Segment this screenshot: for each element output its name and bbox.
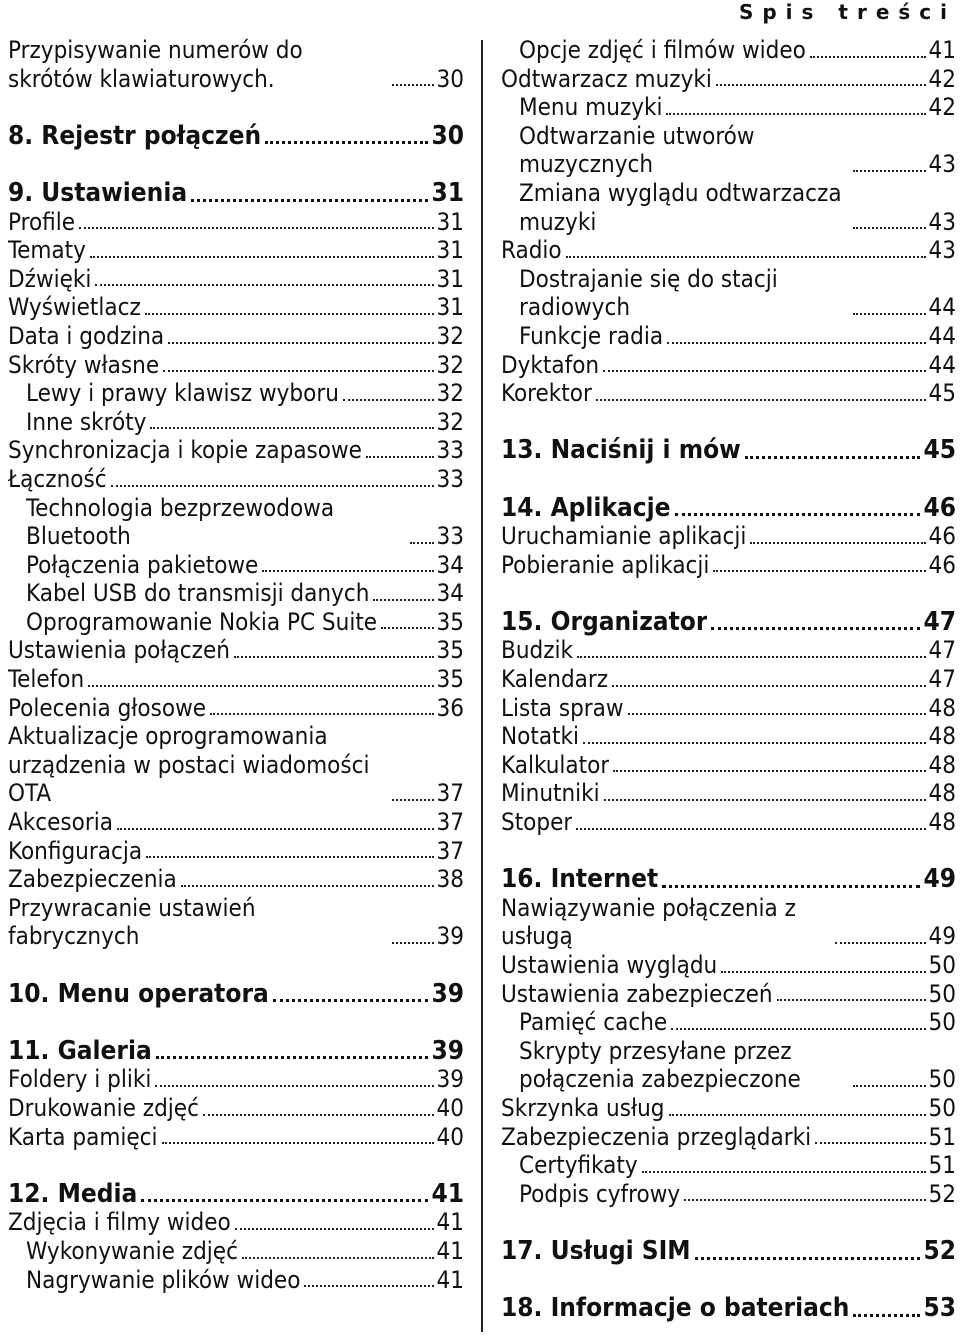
toc-entry-title: Lewy i prawy klawisz wyboru [26, 379, 339, 408]
dot-leader [604, 799, 926, 801]
toc-entry[interactable] [501, 551, 956, 580]
toc-entry-title: Certyfikaty [519, 1151, 638, 1180]
toc-page-number: 31 [436, 207, 464, 236]
toc-entry[interactable] [8, 551, 464, 580]
toc-page-number: 37 [436, 836, 464, 865]
toc-entry-title: Konfiguracja [8, 836, 143, 865]
toc-entry[interactable] [501, 1037, 956, 1094]
toc-entry[interactable] [8, 208, 464, 237]
toc-entry-title: 14. Aplikacje [501, 493, 671, 523]
toc-page-number: 41 [436, 1236, 464, 1265]
toc-chapter-entry[interactable] [501, 865, 956, 894]
dot-leader [392, 799, 434, 801]
toc-entry-title: Budzik [501, 636, 574, 665]
toc-page-number: 48 [928, 722, 956, 751]
dot-leader [203, 1114, 434, 1116]
toc-page-number: 41 [928, 36, 956, 64]
dot-leader [141, 1199, 428, 1202]
toc-page-number: 39 [436, 1065, 464, 1094]
toc-page-number: 47 [923, 606, 956, 637]
dot-leader [343, 399, 434, 401]
toc-page-number: 46 [928, 522, 956, 551]
toc-page-number: 43 [928, 236, 956, 265]
toc-entry-title: Stoper [501, 808, 573, 837]
toc-page-number: 50 [928, 979, 956, 1008]
toc-entry-title: Telefon [8, 665, 85, 694]
toc-page-number: 44 [928, 321, 956, 350]
dot-leader [304, 1285, 433, 1287]
toc-chapter-entry[interactable] [501, 1237, 956, 1266]
toc-entry-title: 13. Naciśnij i mów [501, 436, 741, 465]
toc-entry-title: Data i godzina [8, 321, 165, 350]
toc-page-number: 39 [431, 1035, 464, 1066]
toc-entry-title: Aktualizacje oprogramowania urządzenia w postaci wiadomości OTA [8, 722, 370, 808]
toc-entry[interactable] [8, 265, 464, 294]
toc-entry-title: Wyświetlacz [8, 293, 141, 322]
toc-entry-title: Zdjęcia i filmy wideo [8, 1208, 231, 1237]
toc-entry-title: Odtwarzacz muzyki [501, 64, 712, 93]
dot-leader [613, 770, 925, 772]
dot-leader [145, 313, 434, 315]
toc-entry[interactable] [501, 751, 956, 780]
toc-entry-title: Korektor [501, 379, 592, 408]
dot-leader [381, 627, 433, 629]
toc-entry[interactable] [501, 122, 956, 179]
toc-entry[interactable] [501, 379, 956, 408]
dot-leader [262, 570, 433, 572]
toc-page-number: 52 [928, 1179, 956, 1208]
toc-entry-title: Skrypty przesyłane przez połączenia zabezpieczone [519, 1036, 801, 1094]
toc-entry[interactable] [501, 980, 956, 1009]
toc-entry-title: Uruchamianie aplikacji [501, 522, 747, 551]
toc-entry[interactable] [8, 1237, 464, 1266]
toc-chapter-entry[interactable] [501, 494, 956, 523]
dot-leader [835, 942, 926, 944]
toc-page-number: 43 [928, 207, 956, 236]
toc-column-right [501, 36, 956, 1323]
toc-entry-title: Ustawienia połączeń [8, 636, 230, 665]
dot-leader [150, 427, 433, 429]
toc-entry-title: Skróty własne [8, 350, 160, 379]
toc-entry[interactable] [501, 636, 956, 665]
toc-entry[interactable] [501, 522, 956, 551]
toc-entry-title: Pamięć cache [519, 1008, 668, 1037]
dot-leader [235, 1228, 434, 1230]
toc-page-number: 39 [431, 978, 464, 1009]
toc-page-number: 47 [928, 636, 956, 665]
toc-entry-title: Pobieranie aplikacji [501, 550, 710, 579]
dot-leader [853, 1085, 926, 1087]
toc-page-number: 50 [928, 1093, 956, 1122]
toc-entry-title: 15. Organizator [501, 607, 708, 637]
toc-entry-title: 16. Internet [501, 865, 659, 894]
toc-chapter-entry[interactable] [8, 179, 464, 208]
toc-page-number: 51 [928, 1151, 956, 1180]
toc-page-number: 45 [923, 435, 956, 466]
toc-entry-title: Foldery i pliki [8, 1065, 152, 1094]
toc-page-number: 33 [436, 436, 464, 465]
toc-entry[interactable] [8, 379, 464, 408]
toc-entry[interactable] [501, 236, 956, 265]
dot-leader [156, 1056, 429, 1059]
toc-entry[interactable] [501, 665, 956, 694]
dot-leader [576, 828, 925, 830]
toc-entry-title: Technologia bezprzewodowa Bluetooth [26, 493, 335, 551]
dot-leader [163, 370, 433, 372]
toc-entry[interactable] [8, 408, 464, 437]
dot-leader [642, 1171, 926, 1173]
dot-leader [675, 513, 921, 516]
toc-page-number: 38 [436, 865, 464, 894]
toc-entry-title: Połączenia pakietowe [26, 550, 259, 579]
dot-leader [210, 713, 433, 715]
toc-entry-title: Profile [8, 207, 76, 236]
toc-entry[interactable] [501, 351, 956, 380]
dot-leader [628, 713, 926, 715]
toc-entry-title: Dźwięki [8, 264, 92, 293]
toc-entry[interactable] [8, 322, 464, 351]
column-divider [481, 40, 483, 1332]
toc-page-number: 49 [923, 864, 956, 895]
toc-page-number: 32 [436, 321, 464, 350]
toc-entry[interactable] [8, 808, 464, 837]
toc-page-number: 34 [436, 550, 464, 579]
dot-leader [713, 570, 925, 572]
toc-entry[interactable] [501, 808, 956, 837]
toc-chapter-entry[interactable] [501, 1294, 956, 1323]
toc-page-number: 46 [928, 550, 956, 579]
dot-leader [79, 227, 433, 229]
toc-entry[interactable] [8, 665, 464, 694]
toc-entry[interactable] [8, 1094, 464, 1123]
dot-leader [117, 828, 434, 830]
toc-entry-title: Tematy [8, 236, 86, 265]
toc-page-number: 36 [436, 693, 464, 722]
toc-entry-title: Nawiązywanie połączenia z usługą [501, 893, 796, 951]
toc-entry-title: Wykonywanie zdjęć [26, 1236, 238, 1265]
toc-entry-title: Minutniki [501, 779, 600, 808]
toc-entry-title: Zabezpieczenia przeglądarki [501, 1122, 812, 1151]
toc-entry-title: Notatki [501, 722, 580, 751]
toc-page-number: 35 [436, 636, 464, 665]
toc-page-number: 48 [928, 808, 956, 837]
toc-page-number: 31 [431, 177, 464, 208]
toc-entry-title: Odtwarzanie utworów muzycznych [519, 121, 755, 179]
toc-entry[interactable] [8, 837, 464, 866]
toc-entry[interactable] [501, 1094, 956, 1123]
toc-page-number: 35 [436, 607, 464, 636]
toc-page-number: 35 [436, 665, 464, 694]
toc-page-number: 33 [436, 464, 464, 493]
toc-page-number: 42 [928, 93, 956, 122]
toc-page-number: 33 [436, 522, 464, 551]
toc-entry-title: Zabezpieczenia [8, 865, 177, 894]
toc-page-number: 44 [928, 350, 956, 379]
dot-leader [711, 627, 920, 630]
toc-column-left [8, 36, 464, 1294]
dot-leader [191, 199, 428, 202]
toc-entry[interactable] [501, 722, 956, 751]
dot-leader [684, 1199, 925, 1201]
dot-leader [392, 942, 434, 944]
dot-leader [392, 84, 434, 86]
toc-entry[interactable] [501, 1180, 956, 1209]
dot-leader [603, 370, 925, 372]
toc-entry[interactable] [501, 779, 956, 808]
toc-entry-title: Opcje zdjęć i filmów wideo [519, 36, 806, 64]
dot-leader [181, 885, 434, 887]
toc-entry[interactable] [501, 1151, 956, 1180]
toc-page-number: 48 [928, 750, 956, 779]
toc-entry-title: 9. Ustawienia [8, 178, 188, 208]
toc-entry-title: Nagrywanie plików wideo [26, 1265, 301, 1294]
dot-leader [662, 885, 920, 888]
toc-page-number: 47 [928, 665, 956, 694]
toc-page-number: 41 [436, 1265, 464, 1294]
toc-page-number: 53 [923, 1293, 956, 1324]
dot-leader [242, 1257, 434, 1259]
toc-page-number: 46 [923, 492, 956, 523]
toc-page-number: 30 [431, 120, 464, 151]
dot-leader [596, 399, 926, 401]
toc-entry-title: Ustawienia wyglądu [501, 951, 718, 979]
toc-entry[interactable] [8, 1266, 464, 1295]
toc-chapter-entry[interactable] [501, 436, 956, 465]
toc-entry-title: Przywracanie ustawień fabrycznych [8, 893, 256, 951]
toc-entry-title: 8. Rejestr połączeń [8, 121, 262, 151]
toc-entry-title: Oprogramowanie Nokia PC Suite [26, 607, 378, 636]
dot-leader [853, 170, 926, 172]
dot-leader [853, 1314, 920, 1317]
toc-page-number: 50 [928, 1008, 956, 1037]
dot-leader [750, 542, 925, 544]
dot-leader [721, 971, 925, 973]
toc-entry[interactable] [501, 1123, 956, 1152]
toc-entry[interactable] [501, 1008, 956, 1037]
toc-entry[interactable] [8, 894, 464, 951]
dot-leader [745, 456, 921, 459]
toc-entry[interactable] [8, 36, 464, 93]
toc-entry-title: Podpis cyfrowy [519, 1179, 681, 1208]
toc-page-number: 50 [928, 951, 956, 979]
toc-entry[interactable] [8, 465, 464, 494]
toc-page-number: 32 [436, 407, 464, 436]
toc-entry-title: 11. Galeria [8, 1036, 152, 1066]
toc-page-number: 49 [928, 922, 956, 951]
dot-leader [671, 1028, 925, 1030]
toc-entry-title: 10. Menu operatora [8, 979, 269, 1009]
dot-leader [273, 999, 429, 1002]
toc-entry-title: Synchronizacja i kopie zapasowe [8, 436, 362, 465]
toc-page-number: 39 [436, 922, 464, 951]
toc-entry[interactable] [8, 1208, 464, 1237]
toc-entry-title: Karta pamięci [8, 1122, 158, 1151]
toc-page-number: 43 [928, 150, 956, 179]
dot-leader [777, 999, 926, 1001]
toc-page-number: 42 [928, 64, 956, 93]
dot-leader [95, 284, 433, 286]
dot-leader [366, 456, 434, 458]
dot-leader [146, 856, 433, 858]
dot-leader [265, 141, 428, 144]
toc-entry-title: Kalkulator [501, 750, 610, 779]
toc-entry[interactable] [501, 894, 956, 951]
toc-page-number: 31 [436, 236, 464, 265]
toc-entry[interactable] [8, 694, 464, 723]
toc-entry[interactable] [8, 579, 464, 608]
dot-leader [88, 685, 433, 687]
toc-page-number: 31 [436, 293, 464, 322]
toc-entry-title: Skrzynka usług [501, 1093, 665, 1122]
toc-entry-title: Akcesoria [8, 808, 113, 837]
toc-page-number: 50 [928, 1065, 956, 1094]
toc-entry[interactable] [501, 694, 956, 723]
toc-entry-title: Przypisywanie numerów do skrótów klawiaturowych. [8, 36, 303, 93]
toc-entry-title: Funkcje radia [519, 321, 664, 350]
toc-entry-title: Polecenia głosowe [8, 693, 207, 722]
toc-page-number: 44 [928, 293, 956, 322]
toc-entry[interactable] [8, 293, 464, 322]
toc-chapter-entry[interactable] [8, 1037, 464, 1066]
toc-entry[interactable] [8, 236, 464, 265]
dot-leader [612, 685, 925, 687]
dot-leader [410, 542, 434, 544]
dot-leader [669, 1114, 926, 1116]
dot-leader [90, 256, 434, 258]
dot-leader [667, 342, 925, 344]
dot-leader [162, 1142, 434, 1144]
toc-page-number: 41 [431, 1178, 464, 1209]
toc-page-number: 30 [436, 64, 464, 93]
toc-page-number: 31 [436, 264, 464, 293]
dot-leader [577, 656, 925, 658]
toc-entry-title: 18. Informacje o bateriach [501, 1294, 850, 1323]
toc-page-number: 37 [436, 779, 464, 808]
toc-page-number: 51 [928, 1122, 956, 1151]
dot-leader [373, 599, 433, 601]
toc-chapter-entry[interactable] [501, 608, 956, 637]
toc-page-number: 37 [436, 808, 464, 837]
toc-entry-title: Kabel USB do transmisji danych [26, 579, 370, 608]
toc-entry-title: Ustawienia zabezpieczeń [501, 979, 773, 1008]
dot-leader [234, 656, 434, 658]
dot-leader [566, 256, 926, 258]
page-header: Spis treści [738, 0, 956, 24]
toc-entry[interactable] [501, 322, 956, 351]
toc-entry[interactable] [8, 494, 464, 551]
toc-page-number: 45 [928, 379, 956, 408]
toc-page-number: 48 [928, 693, 956, 722]
toc-entry-title: 12. Media [8, 1179, 138, 1209]
dot-leader [155, 1085, 433, 1087]
dot-leader [666, 113, 925, 115]
toc-entry-title: Dyktafon [501, 350, 600, 379]
toc-page-number: 32 [436, 379, 464, 408]
toc-page-number: 32 [436, 350, 464, 379]
dot-leader [583, 742, 926, 744]
toc-page-number: 52 [923, 1235, 956, 1266]
toc-entry[interactable] [501, 36, 956, 65]
dot-leader [853, 227, 926, 229]
toc-entry-title: Zmiana wyglądu odtwarzacza muzyki [519, 178, 842, 236]
toc-entry[interactable] [8, 1065, 464, 1094]
toc-entry[interactable] [501, 179, 956, 236]
toc-entry-title: Łączność [8, 464, 107, 493]
toc-entry[interactable] [501, 951, 956, 980]
toc-entry-title: Menu muzyki [519, 93, 663, 122]
toc-page-number: 34 [436, 579, 464, 608]
toc-page-number: 41 [436, 1208, 464, 1237]
toc-entry-title: 17. Usługi SIM [501, 1236, 691, 1266]
toc-entry-title: Lista spraw [501, 693, 624, 722]
dot-leader [810, 56, 926, 58]
toc-entry-title: Radio [501, 236, 562, 265]
dot-leader [111, 485, 434, 487]
dot-leader [168, 342, 433, 344]
dot-leader [695, 1257, 921, 1260]
toc-entry[interactable] [8, 436, 464, 465]
toc-page-number: 40 [436, 1093, 464, 1122]
dot-leader [853, 313, 926, 315]
toc-chapter-entry[interactable] [8, 1180, 464, 1209]
toc-page-number: 40 [436, 1122, 464, 1151]
toc-entry-title: Dostrajanie się do stacji radiowych [519, 264, 778, 322]
dot-leader [716, 84, 926, 86]
toc-entry[interactable] [8, 608, 464, 637]
toc-entry-title: Inne skróty [26, 407, 147, 436]
dot-leader [815, 1142, 925, 1144]
toc-page-number: 48 [928, 779, 956, 808]
toc-entry[interactable] [8, 636, 464, 665]
toc-entry-title: Kalendarz [501, 665, 609, 694]
toc-entry[interactable] [501, 93, 956, 122]
toc-entry[interactable] [8, 722, 464, 808]
toc-entry[interactable] [501, 65, 956, 94]
toc-entry[interactable] [8, 351, 464, 380]
toc-entry[interactable] [8, 1123, 464, 1152]
toc-entry-title: Drukowanie zdjęć [8, 1093, 199, 1122]
toc-entry[interactable] [501, 265, 956, 322]
toc-chapter-entry[interactable] [8, 122, 464, 151]
toc-entry[interactable] [8, 865, 464, 894]
toc-chapter-entry[interactable] [8, 980, 464, 1009]
